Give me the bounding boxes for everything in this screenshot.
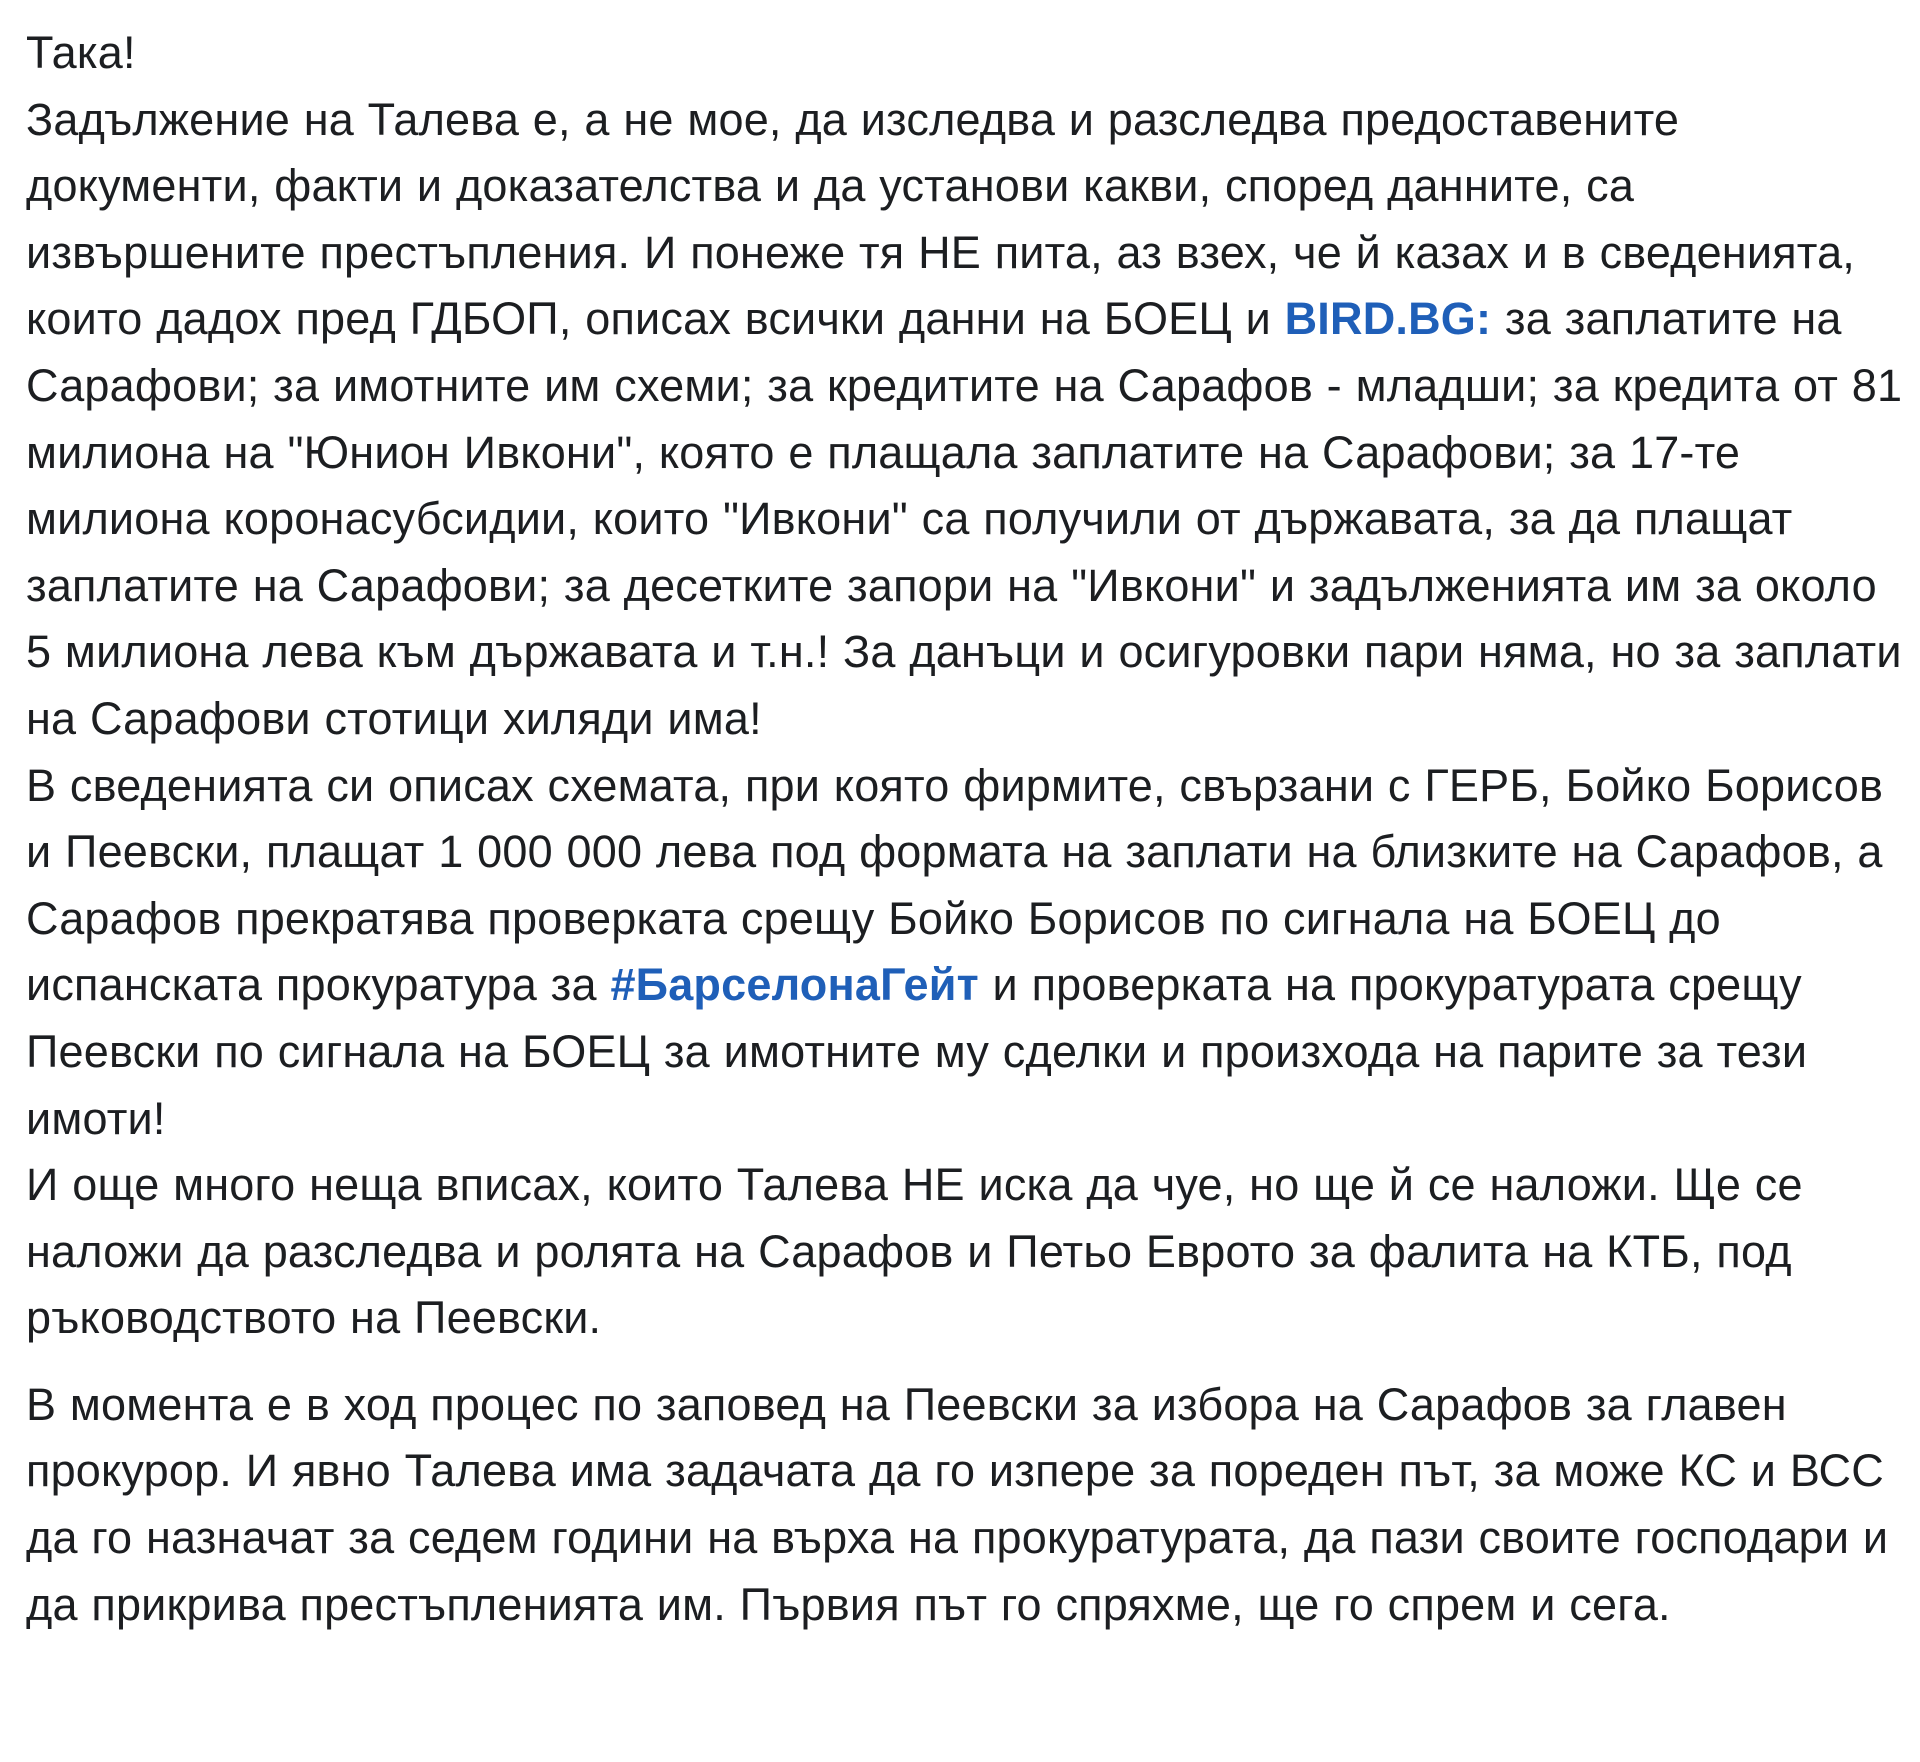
paragraph-1	[26, 20, 1906, 753]
paragraph-2-text-b: и проверката на прокуратурата срещу Пеевски по сигнала на БОЕЦ за имотните му сделки и произхода на парите за тези имоти!	[26, 959, 1808, 1144]
paragraph-3-text: И още много неща вписах, които Талева НЕ иска да чуе, но ще й се наложи. Ще се наложи да разследва и ролята на Сарафов и Петьо Еврото за фалита на КТБ, под ръководството на Пеевски.	[26, 1159, 1803, 1344]
paragraph-2-text-a: В сведенията си описах схемата, при която фирмите, свързани с ГЕРБ, Бойко Борисов и Пеевски, плащат 1 000 000 лева под формата на заплати на близките на Сарафов, а Сарафов прекратява проверката срещу Бойко Борисов по сигнала на БОЕЦ до испанската прокуратура за	[26, 759, 1884, 1011]
paragraph-2	[26, 753, 1906, 1153]
paragraph-3	[26, 1152, 1906, 1352]
post-body	[26, 20, 1906, 1638]
paragraph-1-text-b: за заплатите на Сарафови; за имотните им схеми; за кредитите на Сарафов - младши; за кредита от 81 милиона на "Юнион Ивкони", която е плащала заплатите на Сарафови; за 17-те милиона коронасубсидии, които "Ивкони" са получили от държавата, за да плащат заплатите на Сарафови; за десетките запори на "Ивкони" и задълженията им за около 5 милиона лева към държавата и т.н.! За данъци и осигуровки пари няма, но за заплати на Сарафови стотици хиляди има!	[26, 293, 1903, 744]
paragraph-4	[26, 1372, 1906, 1638]
bird-bg-link[interactable]: BIRD.BG:	[1284, 293, 1492, 345]
opening-line: Така!	[26, 27, 136, 78]
barcelonagate-hashtag-link[interactable]: #БарселонаГейт	[610, 959, 979, 1011]
paragraph-1-text-a: Задължение на Талева е, а не мое, да изследва и разследва предоставените документи, факти и доказателства и да установи какви, според данните, са извършените престъпления. И понеже тя НЕ пита, аз взех, че й казах и в сведенията, които дадох пред ГДБОП, описах всички данни на БОЕЦ и	[26, 93, 1855, 345]
paragraph-4-text: В момента е в ход процес по заповед на Пеевски за избора на Сарафов за главен прокурор. И явно Талева има задачата да го изпере за пореден път, за може КС и ВСС да го назначат за седем години на върха на прокуратурата, да пази своите господари и да прикрива престъпленията им. Първия път го спряхме, ще го спрем и сега.	[26, 1378, 1889, 1630]
